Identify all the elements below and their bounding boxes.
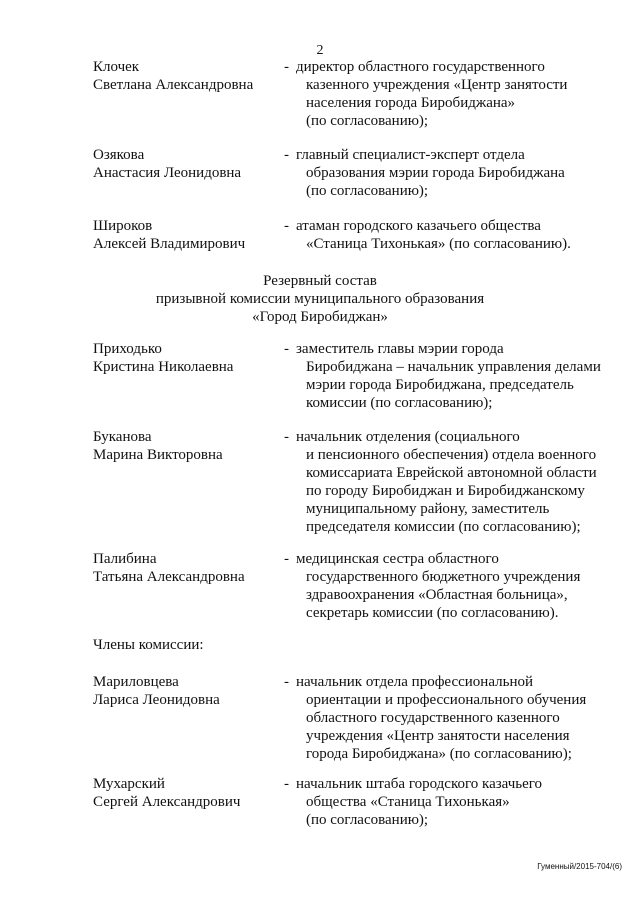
member-description: главный специалист-эксперт отдела образования мэрии города Биробиджана (по согласованию); bbox=[296, 147, 565, 199]
surname: Палибина bbox=[93, 551, 157, 567]
member-description: начальник отдела профессиональной ориентации и профессионального обучения областного государственного казенного учреждения «Центр занятости населения города Биробиджана» (по согласованию); bbox=[296, 674, 587, 762]
member-name bbox=[93, 428, 283, 464]
member-name bbox=[93, 217, 283, 253]
given-names: Лариса Леонидовна bbox=[93, 692, 220, 708]
surname: Буканова bbox=[93, 429, 152, 445]
given-names: Кристина Николаевна bbox=[93, 359, 234, 375]
surname: Широков bbox=[93, 218, 153, 234]
surname: Клочек bbox=[93, 59, 140, 75]
surname: Приходько bbox=[93, 341, 162, 357]
surname: Мариловцева bbox=[93, 674, 179, 690]
given-names: Татьяна Александровна bbox=[93, 569, 245, 585]
member-description: медицинская сестра областного государственного бюджетного учреждения здравоохранения «Областная больница», секретарь комиссии (по согласованию). bbox=[296, 551, 581, 621]
page-number: 2 bbox=[316, 43, 324, 58]
given-names: Светлана Александровна bbox=[93, 77, 254, 93]
given-names: Сергей Александрович bbox=[93, 794, 241, 810]
member-description: атаман городского казачьего общества «Станица Тихонькая» (по согласованию). bbox=[296, 218, 571, 252]
surname: Мухарский bbox=[93, 776, 165, 792]
given-names: Анастасия Леонидовна bbox=[93, 165, 242, 181]
member-name bbox=[93, 775, 283, 811]
dash: - bbox=[284, 218, 289, 234]
member-description: директор областного государственного казенного учреждения «Центр занятости населения города Биробиджана» (по согласованию); bbox=[296, 59, 568, 129]
member-name bbox=[93, 340, 283, 376]
given-names: Алексей Владимирович bbox=[93, 236, 246, 252]
document-footer-code: Гуменный/2015-704/(6) bbox=[537, 862, 622, 871]
dash: - bbox=[284, 59, 289, 75]
member-name bbox=[93, 673, 283, 709]
member-description: начальник отделения (социального и пенсионного обеспечения) отдела военного комиссариата Еврейской автономной области по городу Биробиджан и Биробиджанскому муниципальному району, заместитель председателя комиссии (по согласованию); bbox=[296, 429, 597, 535]
dash: - bbox=[284, 674, 289, 690]
dash: - bbox=[284, 551, 289, 567]
member-name bbox=[93, 58, 283, 94]
dash: - bbox=[284, 341, 289, 357]
dash: - bbox=[284, 429, 289, 445]
given-names: Марина Викторовна bbox=[93, 447, 223, 463]
members-heading: Члены комиссии: bbox=[93, 637, 204, 653]
member-description: начальник штаба городского казачьего общества «Станица Тихонькая» (по согласованию); bbox=[296, 776, 543, 828]
member-name bbox=[93, 550, 283, 586]
surname: Озякова bbox=[93, 147, 145, 163]
dash: - bbox=[284, 776, 289, 792]
reserve-title: Резервный состав призывной комиссии муниципального образования «Город Биробиджан» bbox=[155, 273, 485, 325]
member-description: заместитель главы мэрии города Биробиджана – начальник управления делами мэрии города Биробиджана, председатель комиссии (по согласованию); bbox=[296, 341, 601, 411]
dash: - bbox=[284, 147, 289, 163]
member-name bbox=[93, 146, 283, 182]
